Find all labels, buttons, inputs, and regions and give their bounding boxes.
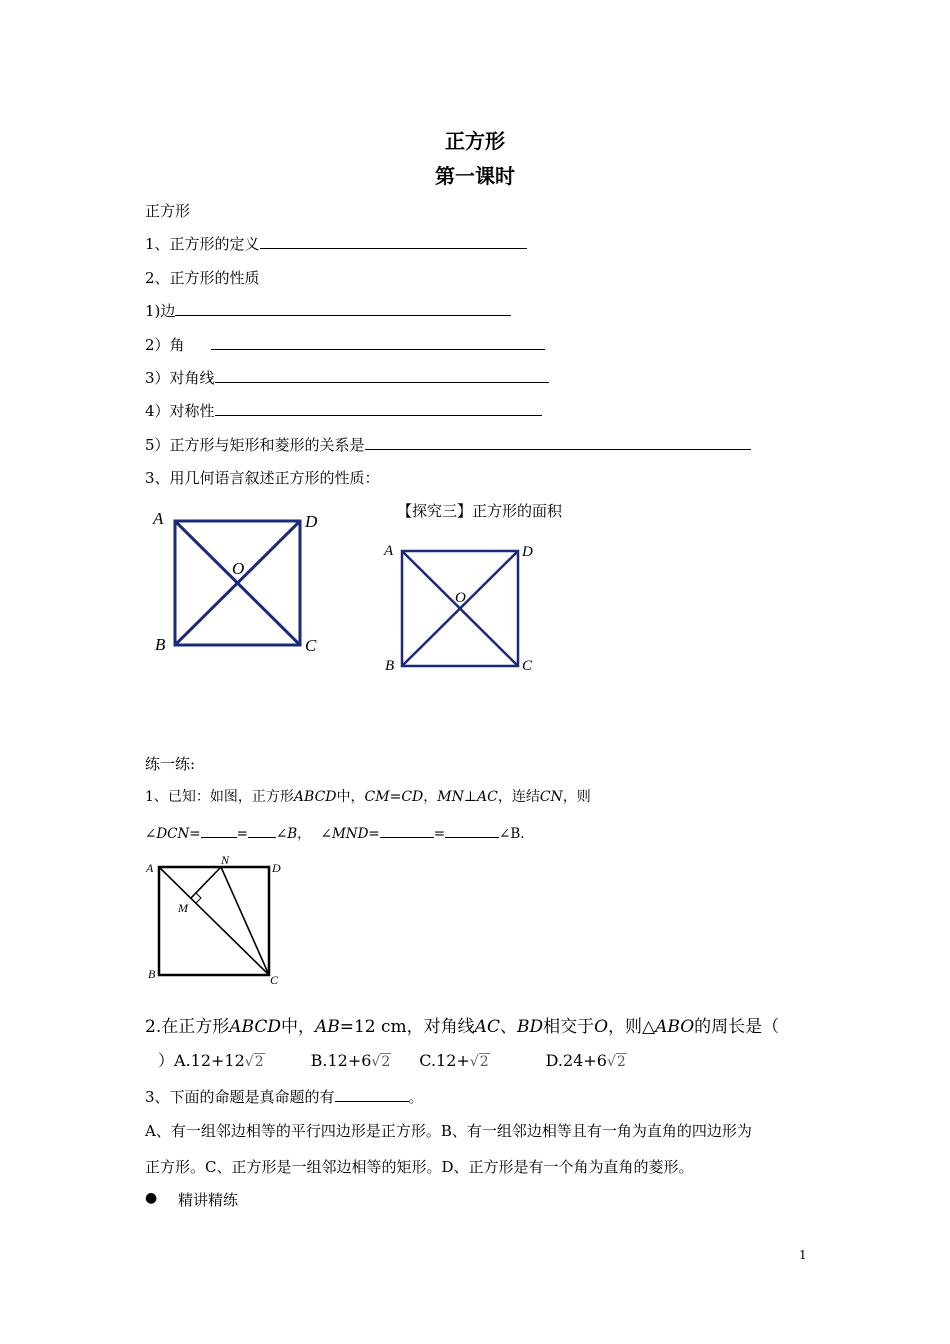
ex1-var: CM — [364, 789, 390, 805]
ex1-var: MND — [331, 826, 369, 842]
answer-blank[interactable] — [248, 825, 276, 838]
bullet-icon: ● — [145, 1190, 158, 1206]
ex1-text: = — [389, 789, 402, 805]
ex1-text: ， — [297, 826, 311, 842]
center-label-o: O — [455, 590, 466, 606]
ex1-var: ABCD — [293, 789, 337, 805]
ex1-var: AC — [477, 789, 498, 805]
point-label-m: M — [178, 901, 188, 915]
point-label-n: N — [221, 853, 230, 867]
ex1-text: ∠B. — [499, 826, 525, 842]
ex1-var: DCN — [156, 826, 190, 842]
practice-heading: 练一练: — [145, 755, 196, 773]
sqrt-radicand: 2 — [616, 1054, 626, 1070]
ex2-text: 相交于 — [543, 1017, 595, 1037]
property-relation — [145, 434, 751, 455]
sqrt-symbol: √2 — [244, 1054, 264, 1070]
ex2-var: BD — [516, 1017, 544, 1037]
vertex-label-b: B — [385, 658, 395, 674]
property-relation-label: 5）正方形与矩形和菱形的关系是 — [145, 436, 365, 454]
option-d-text: D.24+6 — [545, 1051, 607, 1070]
segment-cn — [221, 867, 269, 975]
diagonal-ac — [159, 867, 269, 975]
right-angle-mark — [196, 893, 201, 903]
ex3-text: 3、下面的命题是真命题的有 — [145, 1088, 335, 1106]
vertex-label-d: D — [305, 512, 318, 531]
sqrt-symbol: √2 — [606, 1054, 626, 1070]
answer-blank[interactable] — [201, 825, 237, 838]
ex1-text: = — [433, 826, 446, 842]
vertex-label-c: C — [522, 658, 533, 674]
answer-blank[interactable] — [215, 368, 549, 383]
answer-blank[interactable] — [215, 401, 542, 416]
ex2-text: 2.在正方形 — [145, 1017, 230, 1037]
exercise-3-options-line-1: A、有一组邻边相等的平行四边形是正方形。B、有一组邻边相等且有一角为直角的四边形为 — [145, 1122, 752, 1140]
page-number: 1 — [799, 1248, 807, 1262]
page-title: 正方形 — [445, 129, 505, 153]
vertex-label-a: A — [146, 861, 154, 875]
ex1-text: 1、已知：如图，正方形 — [145, 789, 294, 805]
exercise-2-line-1 — [145, 1012, 779, 1037]
segment-mn — [191, 867, 221, 898]
ex1-text: = — [236, 826, 248, 842]
sqrt-symbol: √2 — [371, 1054, 391, 1070]
property-angle — [145, 334, 545, 355]
vertex-label-d: D — [272, 861, 281, 875]
ex1-text: ， — [423, 789, 438, 805]
vertex-label-a: A — [384, 543, 394, 559]
exercise-1-line-1 — [145, 786, 591, 806]
explore-label: 【探究三】正方形的面积 — [397, 502, 563, 520]
option-a[interactable] — [174, 1051, 265, 1070]
question-1 — [145, 233, 527, 254]
sqrt-radicand: 2 — [254, 1054, 264, 1070]
ex2-var: ABCD — [229, 1017, 281, 1037]
ex2-text: =12 cm，对角线 — [339, 1017, 475, 1037]
exercise-1-line-2 — [145, 822, 525, 842]
answer-blank[interactable] — [365, 435, 751, 450]
property-diagonal — [145, 367, 549, 388]
square-diagram-2 — [380, 537, 550, 677]
property-side-label: 1)边 — [145, 302, 176, 320]
sqrt-radicand: 2 — [479, 1054, 489, 1070]
option-c[interactable] — [419, 1051, 489, 1070]
section-title-jingjiang: 精讲精练 — [178, 1191, 239, 1209]
figure1-lines — [175, 521, 300, 645]
question-3: 3、用几何语言叙述正方形的性质： — [145, 469, 380, 487]
ex1-var: CN — [539, 789, 563, 805]
sqrt-symbol: √2 — [469, 1054, 489, 1070]
question-2: 2、正方形的性质 — [145, 269, 260, 287]
ex1-text: ，则 — [562, 789, 591, 805]
center-label-o: O — [232, 559, 245, 578]
ex2-var: ABO — [655, 1017, 695, 1037]
vertex-label-a: A — [153, 509, 164, 528]
vertex-label-b: B — [155, 635, 166, 654]
property-diagonal-label: 3）对角线 — [145, 369, 215, 387]
ex2-text: 中， — [280, 1017, 315, 1037]
answer-blank[interactable] — [211, 335, 545, 350]
ex2-var: AC — [474, 1017, 500, 1037]
ex2-text: 、 — [499, 1017, 517, 1037]
vertex-label-b: B — [148, 967, 156, 981]
section-heading: 正方形 — [145, 202, 191, 220]
ex1-var: CD — [401, 789, 424, 805]
property-symmetry — [145, 400, 542, 421]
ex2-var: O — [594, 1017, 609, 1037]
vertex-label-c: C — [305, 636, 317, 655]
ex1-text: ，连结 — [497, 789, 540, 805]
ex1-var: MN — [437, 789, 464, 805]
vertex-label-c: C — [270, 973, 279, 987]
sqrt-radicand: 2 — [381, 1054, 391, 1070]
answer-blank[interactable] — [445, 825, 499, 838]
answer-blank[interactable] — [175, 301, 511, 316]
angle-symbol: ∠ — [145, 826, 157, 842]
page-subtitle: 第一课时 — [435, 164, 515, 188]
exercise-3-options-line-2: 正方形。C、正方形是一组邻边相等的矩形。D、正方形是有一个角为直角的菱形。 — [145, 1158, 694, 1176]
ex3-text: 。 — [408, 1088, 424, 1106]
angle-symbol: ∠ — [275, 826, 288, 842]
option-b-text: B.12+6 — [310, 1051, 372, 1070]
answer-blank[interactable] — [260, 234, 527, 249]
ex2-text: 的周长是（ — [694, 1017, 780, 1037]
exercise-3-question — [145, 1086, 424, 1107]
square-diagram-1 — [145, 505, 335, 660]
option-d[interactable] — [546, 1051, 627, 1070]
exercise-2-options — [158, 1048, 627, 1071]
angle-symbol: ∠ — [320, 826, 332, 842]
ex2-var: AB — [314, 1017, 340, 1037]
property-angle-label: 2）角 — [145, 336, 185, 354]
square-diagram-3 — [143, 852, 288, 987]
ex2-text: ） — [158, 1051, 175, 1070]
ex1-text: ⊥ — [463, 789, 478, 805]
property-symmetry-label: 4）对称性 — [145, 402, 215, 420]
option-c-text: C.12+ — [419, 1051, 470, 1070]
answer-blank[interactable] — [335, 1087, 409, 1102]
question-1-text: 1、正方形的定义 — [145, 235, 260, 253]
ex1-var: B — [287, 826, 298, 842]
ex1-text: 中， — [336, 789, 365, 805]
ex1-text: = — [368, 826, 380, 842]
property-side — [145, 300, 511, 321]
answer-blank[interactable] — [380, 825, 434, 838]
ex2-text: ，则△ — [608, 1017, 656, 1037]
option-a-text: A.12+12 — [174, 1051, 245, 1070]
ex1-text: = — [189, 826, 201, 842]
vertex-label-d: D — [522, 544, 533, 560]
option-b[interactable] — [311, 1051, 392, 1070]
